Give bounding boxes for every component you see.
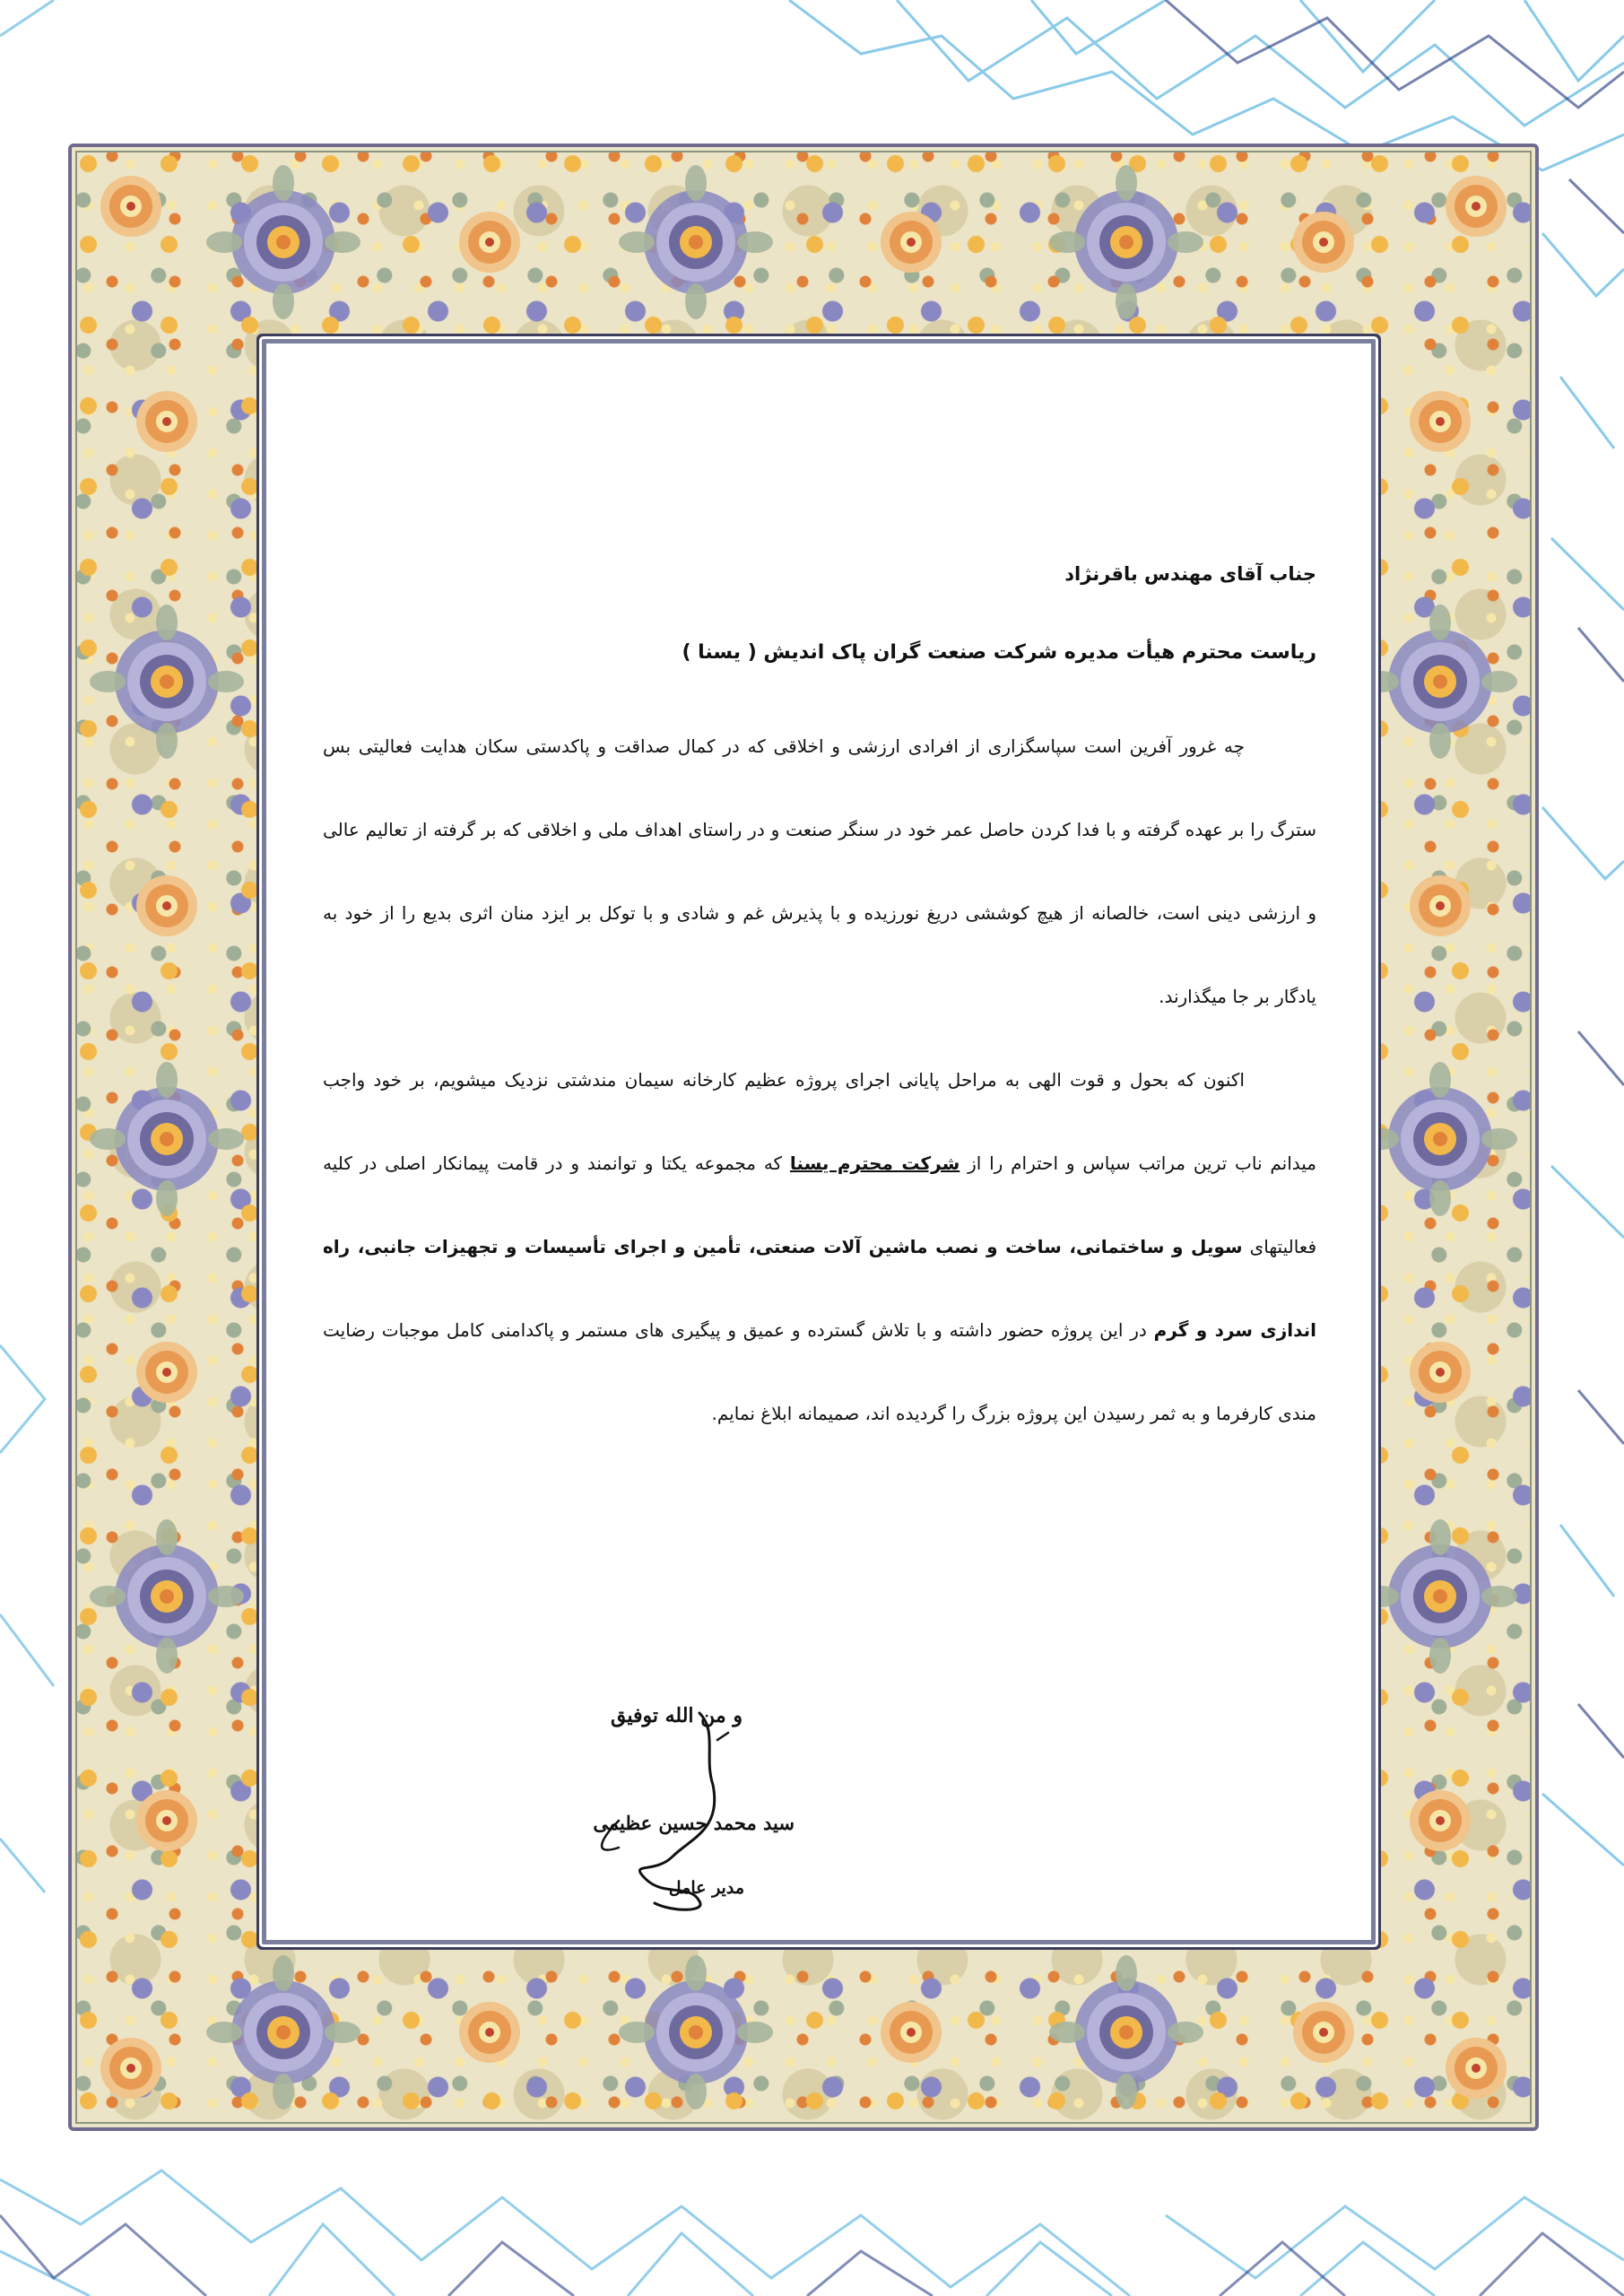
paragraph-2 — [323, 1039, 1316, 1456]
recipient-line: ریاست محترم هیأت مدیره شرکت صنعت گران پاک اندیش ( یسنا ) — [682, 641, 1316, 664]
letter-body — [323, 556, 1316, 1456]
paragraph-1: چه غرور آفرین است سپاسگزاری از افرادی ارزشی و اخلاقی که در کمال صداقت و پاکدستی سکان هدایت فعالیتی بس سترگ را بر عهده گرفته و با فدا کردن حاصل عمر خود در سنگر صنعت و در راستای اهداف ملی و اخلاقی که بر گرفته از تعالیم عالی و ارزشی دینی است، خالصانه از هیچ کوششی دریغ نورزیده و با پذیرش غم و شادی و با توکل بر ایزد منان اثری بدیع را از خود به یادگار بر جا میگذارند. — [323, 735, 1316, 1007]
closing-line: و من الله توفیق — [610, 1704, 743, 1727]
signer-name: سید محمد حسین عظیمی — [593, 1812, 795, 1834]
paragraph-2-part3: در این پروژه حضور داشته و با تلاش گسترده و عمیق و پیگیری های مستمر و پاکدامنی کامل موجبات رضایت مندی کارفرما و به ثمر رسیدن این پروژه بزرگ را گردیده اند، صمیمانه ابلاغ نمایم. — [323, 1319, 1316, 1424]
signer-title: مدیر عامل — [668, 1878, 744, 1898]
bold-activities: سویل و ساختمانی، ساخت و نصب ماشین آلات صنعتی، تأمین و اجرای تأسیسات و تجهیزات جانبی، راه اندازی سرد و گرم — [323, 1236, 1316, 1341]
paragraph-2-part1: اکنون که بحول و قوت الهی به مراحل پایانی اجرای پروژه عظیم کارخانه سیمان مندشتی نزدیک میشویم، بر خود واجب میدانم ناب ترین مراتب سپاس و احترام را از — [323, 1069, 1317, 1174]
company-highlight: شرکت محترم یسنا — [789, 1152, 960, 1174]
paragraph-2-part2: که مجموعه یکتا و توانمند و در قامت پیمانکار اصلی در کلیه فعالیتهای — [323, 1152, 1317, 1257]
signature-block — [493, 1704, 807, 1919]
salutation: جناب آقای مهندس باقرنژاد — [1064, 563, 1316, 585]
